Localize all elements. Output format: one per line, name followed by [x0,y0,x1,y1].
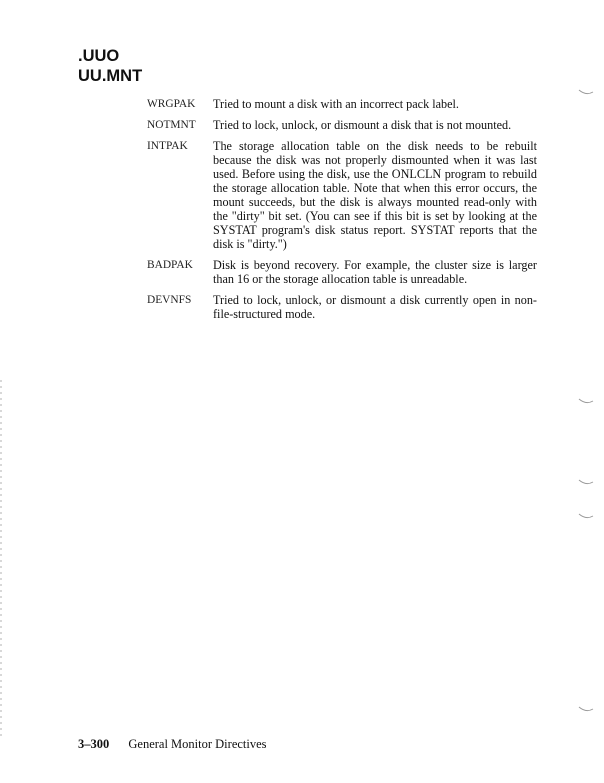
error-entry-badpak [147,258,537,286]
scan-edge-artifact [0,380,2,740]
page-number: 3–300 [78,737,110,751]
binding-hole-mark [578,478,594,486]
error-entry-wrgpak [147,97,537,111]
error-code: WRGPAK [147,98,196,110]
binding-hole-mark [578,88,594,96]
page-footer [78,737,267,752]
error-code: BADPAK [147,259,193,271]
page-header [78,46,142,86]
error-entry-intpak [147,139,537,251]
header-line-1: .UUO [78,47,120,65]
error-code: INTPAK [147,140,188,152]
error-entry-devnfs [147,293,537,321]
error-description: Tried to lock, unlock, or dismount a disk that is not mounted. [213,118,512,132]
error-description: Tried to lock, unlock, or dismount a disk currently open in non-file-structured mode. [213,293,537,321]
error-entry-notmnt [147,118,537,132]
binding-hole-mark [578,397,594,405]
error-code-list [147,97,537,328]
error-description: Tried to mount a disk with an incorrect pack label. [213,97,459,111]
error-code: DEVNFS [147,294,192,306]
binding-hole-mark [578,705,594,713]
error-description: Disk is beyond recovery. For example, the cluster size is larger than 16 or the storage allocation table is unreadable. [213,258,537,286]
error-code: NOTMNT [147,119,196,131]
header-line-2: UU.MNT [78,67,143,85]
error-description: The storage allocation table on the disk needs to be rebuilt because the disk was not properly dismounted when it was last used. Before using the disk, use the ONLCLN program to rebuild the storage allocation table. Note that when this error occurs, the mount succeeds, but the disk is always mounted read-only with the "dirty" bit set. (You can see if this bit is set by looking at the SYSTAT program's disk status report. SYSTAT reports that the disk is "dirty.") [213,139,537,251]
section-title: General Monitor Directives [128,737,267,751]
binding-hole-mark [578,512,594,520]
